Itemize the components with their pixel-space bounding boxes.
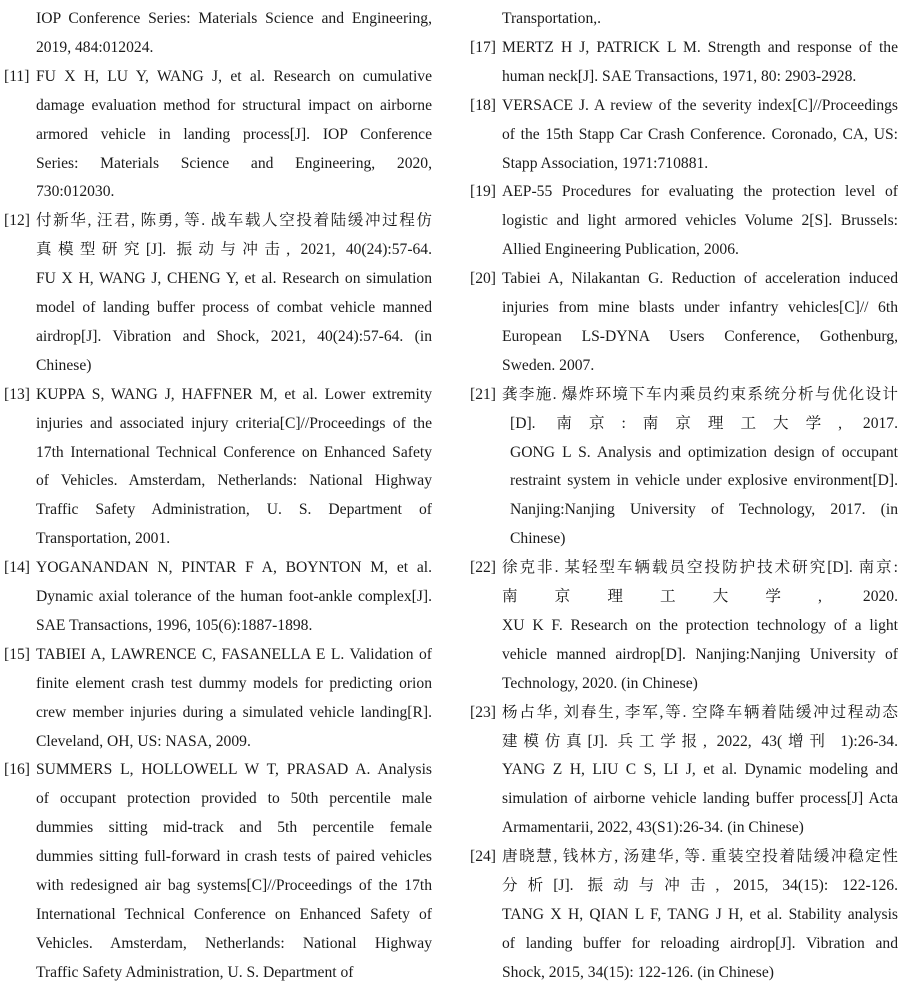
- reference-line: European LS-DYNA Users Conference, Gothenburg,: [502, 327, 898, 345]
- reference-line: Stapp Association, 1971:710881.: [502, 154, 709, 172]
- reference-number: [13]: [4, 385, 30, 403]
- reference-line: Armamentarii, 2022, 43(S1):26-34. (in Chinese): [502, 819, 804, 837]
- reference-number: [14]: [4, 559, 30, 577]
- reference-line: Chinese): [510, 530, 566, 548]
- reference-line: 建模仿真[J]. 兵工学报, 2022, 43(增刊 1):26-34.: [502, 732, 898, 750]
- reference-line: MERTZ H J, PATRICK L M. Strength and response of the: [502, 38, 898, 56]
- reference-line: airdrop[J]. Vibration and Shock, 2021, 40(24):57-64. (in: [36, 327, 432, 345]
- reference-line: dummies sitting full-forward in crash tests of paired vehicles: [36, 848, 432, 866]
- reference-line: Cleveland, OH, US: NASA, 2009.: [36, 732, 251, 750]
- reference-line: 南京理工大学, 2020.: [502, 588, 898, 605]
- reference-line: 真模型研究[J]. 振动与冲击, 2021, 40(24):57-64.: [36, 241, 432, 259]
- reference-line: SUMMERS L, HOLLOWELL W T, PRASAD A. Analysis: [36, 761, 432, 779]
- reference-line: Nanjing:Nanjing University of Technology, 2017. (in: [510, 501, 898, 519]
- reference-line: of the 15th Stapp Car Crash Conference. Coronado, CA, US:: [502, 125, 898, 143]
- reference-line: Dynamic axial tolerance of the human foot-ankle complex[J].: [36, 588, 432, 605]
- reference-line: Technology, 2020. (in Chinese): [502, 674, 698, 692]
- reference-number: [24]: [470, 848, 496, 866]
- reference-line: XU K F. Research on the protection technology of a light: [502, 616, 898, 634]
- reference-number: [17]: [470, 38, 496, 56]
- reference-line: 付新华, 汪君, 陈勇, 等. 战车载人空投着陆缓冲过程仿: [36, 212, 432, 230]
- reference-line: logistic and light armored vehicles Volume 2[S]. Brussels:: [502, 212, 898, 230]
- reference-line: SAE Transactions, 1996, 105(6):1887-1898.: [36, 616, 313, 634]
- reference-line: KUPPA S, WANG J, HAFFNER M, et al. Lower extremity: [36, 385, 432, 403]
- reference-line: VERSACE J. A review of the severity index[C]//Proceedings: [502, 96, 898, 114]
- reference-line: Tabiei A, Nilakantan G. Reduction of acceleration induced: [502, 270, 898, 288]
- reference-line: with redesigned air bag systems[C]//Proceedings of the 17th: [36, 877, 432, 894]
- reference-line: 龚李施. 爆炸环境下车内乘员约束系统分析与优化设计: [502, 385, 898, 403]
- reference-line: FU X H, WANG J, CHENG Y, et al. Research on simulation: [36, 270, 432, 288]
- reference-line: vehicle manned airdrop[D]. Nanjing:Nanjing University of: [502, 645, 898, 663]
- reference-number: [12]: [4, 212, 30, 230]
- reference-number: [20]: [470, 270, 496, 288]
- reference-line: TANG X H, QIAN L F, TANG J H, et al. Stability analysis: [502, 905, 898, 923]
- reference-line: Sweden. 2007.: [502, 356, 595, 374]
- reference-line: model of landing buffer process of combat vehicle manned: [36, 299, 432, 316]
- reference-number: [16]: [4, 761, 30, 779]
- reference-line: Series: Materials Science and Engineering, 2020,: [36, 154, 432, 172]
- reference-line: restraint system in vehicle under explosive environment[D].: [510, 472, 898, 490]
- reference-line: damage evaluation method for structural impact on airborne: [36, 96, 432, 114]
- reference-line: 徐克非. 某轻型车辆载员空投防护技术研究[D]. 南京:: [502, 559, 898, 577]
- reference-line: Vehicles. Amsterdam, Netherlands: National Highway: [36, 934, 432, 952]
- reference-line: 2019, 484:012024.: [36, 38, 154, 56]
- reference-line: human neck[J]. SAE Transactions, 1971, 80: 2903-2928.: [502, 67, 857, 85]
- reference-number: [18]: [470, 96, 496, 114]
- reference-line: TABIEI A, LAWRENCE C, FASANELLA E L. Validation of: [36, 645, 432, 663]
- reference-line: IOP Conference Series: Materials Science and Engineering,: [36, 10, 432, 27]
- reference-line: Chinese): [36, 356, 92, 374]
- reference-line: Traffic Safety Administration, U. S. Department of: [36, 963, 354, 981]
- reference-line: injuries and associated injury criteria[C]//Proceedings of the: [36, 414, 432, 432]
- reference-number: [11]: [4, 67, 30, 85]
- reference-line: 杨占华, 刘春生, 李军,等. 空降车辆着陆缓冲过程动态: [502, 703, 898, 721]
- reference-line: Transportation, 2001.: [36, 530, 171, 548]
- reference-line: AEP-55 Procedures for evaluating the protection level of: [502, 183, 898, 201]
- reference-line: dummies sitting mid-track and 5th percentile female: [36, 819, 432, 837]
- reference-line: of occupant protection provided to 50th percentile male: [36, 790, 432, 808]
- reference-line: crew member injuries during a simulated vehicle landing[R].: [36, 703, 432, 721]
- reference-line: Shock, 2015, 34(15): 122-126. (in Chinese): [502, 963, 774, 981]
- reference-line: International Technical Conference on Enhanced Safety of: [36, 905, 432, 923]
- reference-line: [D]. 南京:南京理工大学, 2017.: [510, 414, 898, 432]
- reference-line: of landing buffer for reloading airdrop[J]. Vibration and: [502, 934, 898, 952]
- reference-line: Traffic Safety Administration, U. S. Department of: [36, 501, 432, 519]
- reference-line: FU X H, LU Y, WANG J, et al. Research on cumulative: [36, 67, 432, 85]
- reference-line: 730:012030.: [36, 183, 115, 201]
- reference-number: [21]: [470, 385, 496, 403]
- reference-line: finite element crash test dummy models for predicting orion: [36, 674, 432, 692]
- reference-line: YANG Z H, LIU C S, LI J, et al. Dynamic modeling and: [502, 761, 898, 779]
- reference-line: injuries from mine blasts under infantry vehicles[C]// 6th: [502, 299, 898, 316]
- reference-line: Allied Engineering Publication, 2006.: [502, 241, 739, 259]
- reference-line: Transportation,.: [502, 10, 602, 27]
- reference-number: [19]: [470, 183, 496, 201]
- reference-line: YOGANANDAN N, PINTAR F A, BOYNTON M, et al.: [36, 559, 432, 577]
- reference-line: of Vehicles. Amsterdam, Netherlands: National Highway: [36, 472, 432, 490]
- reference-line: GONG L S. Analysis and optimization design of occupant: [510, 443, 898, 461]
- reference-line: 唐晓慧, 钱林方, 汤建华, 等. 重装空投着陆缓冲稳定性: [502, 848, 898, 866]
- reference-number: [23]: [470, 703, 496, 721]
- reference-number: [22]: [470, 559, 496, 577]
- reference-number: [15]: [4, 645, 30, 663]
- reference-line: armored vehicle in landing process[J]. IOP Conference: [36, 125, 432, 143]
- reference-line: 17th International Technical Conference on Enhanced Safety: [36, 443, 432, 461]
- reference-line: 分析[J]. 振动与冲击, 2015, 34(15): 122-126.: [502, 877, 898, 894]
- reference-line: simulation of airborne vehicle landing buffer process[J] Acta: [502, 790, 898, 808]
